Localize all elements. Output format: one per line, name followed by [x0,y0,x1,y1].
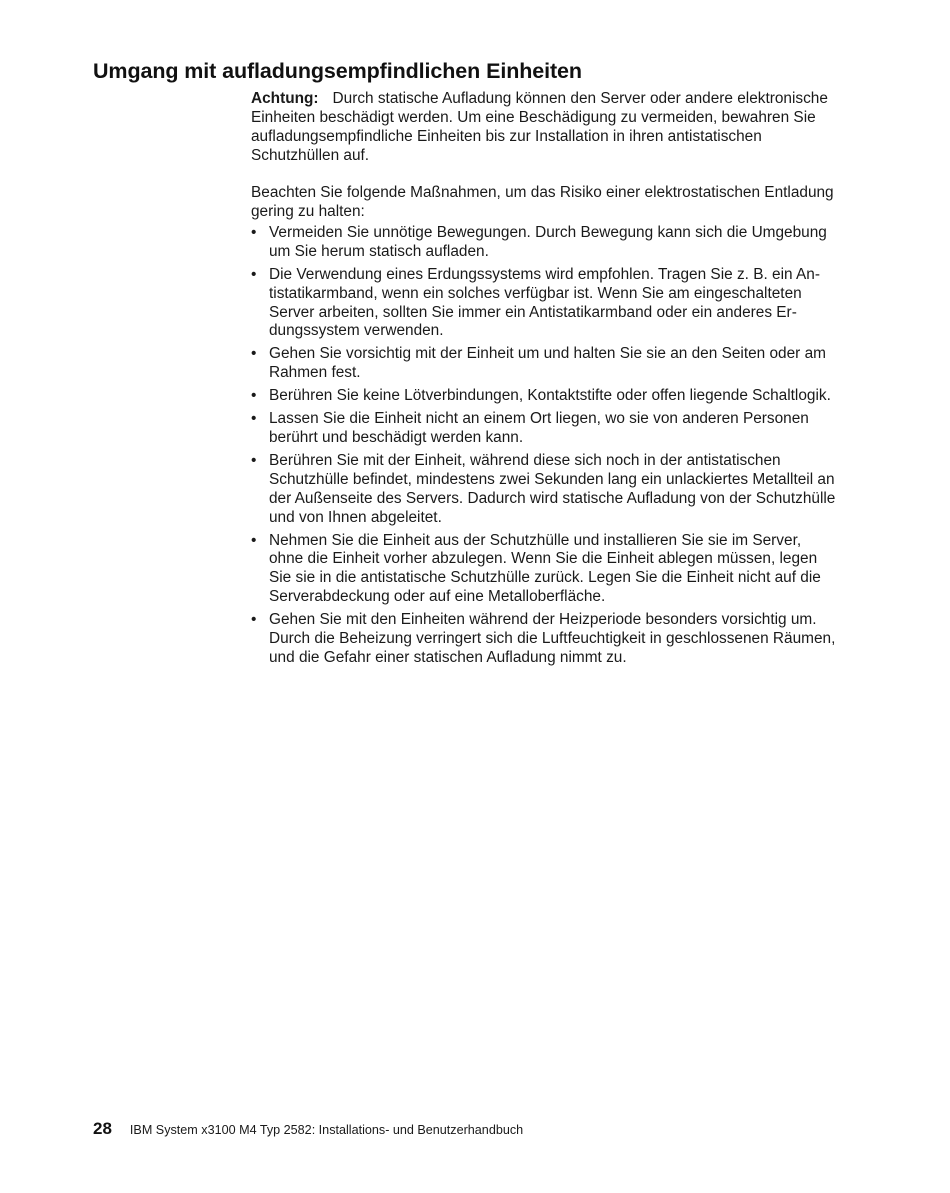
document-title: IBM System x3100 M4 Typ 2582: Installations- und Benutzerhandbuch [129,1123,524,1137]
bullet-icon: • [251,410,257,428]
intro-paragraph: Beachten Sie folgende Maßnahmen, um das Risiko einer elektrostatischen Entladung gering zu halten: [251,184,834,221]
page-footer [93,1119,523,1139]
list-item [251,266,839,342]
bullet-icon: • [251,345,257,363]
list-item [251,611,839,668]
list-item-text: Gehen Sie vorsichtig mit der Einheit um und halten Sie sie an den Seiten oder am Rahmen fest. [269,345,826,382]
list-item [251,532,839,608]
list-item [251,345,839,383]
page-number: 28 [93,1119,112,1138]
list-item [251,387,839,406]
bullet-icon: • [251,223,257,241]
list-item-text: Berühren Sie mit der Einheit, während diese sich noch in der antistatischen Schutzhülle befindet, mindestens zwei Sekunden lang ein unlackiertes Metallteil an der Außenseite des Servers. Dadurch wird statische Aufladung von der Schutzhülle und von Ihnen abgeleitet. [269,451,836,526]
list-item-text: Die Verwendung eines Erdungssystems wird empfohlen. Tragen Sie z. B. ein Antistatikarmband, wenn ein solches verfügbar ist. Wenn Sie am eingeschalteten Server arbeiten, sollten Sie immer ein Antistatikarmband oder ein anderes Erdungssystem verwenden. [269,265,820,340]
list-item-text: Nehmen Sie die Einheit aus der Schutzhülle und installieren Sie sie im Server, ohne die Einheit vorher abzulegen. Wenn Sie die Einheit ablegen müssen, legen Sie sie in die antistatische Schutzhülle zurück. Legen Sie die Einheit nicht auf die Serverabdeckung oder auf eine Metalloberfläche. [269,531,821,606]
list-item-text: Berühren Sie keine Lötverbindungen, Kontaktstifte oder offen liegende Schaltlogik. [269,387,831,405]
attention-paragraph [251,90,839,166]
list-item-text: Gehen Sie mit den Einheiten während der Heizperiode besonders vorsichtig um. Durch die Beheizung verringert sich die Luftfeuchtigkeit in geschlossenen Räumen, und die Gefahr einer statischen Aufladung nimmt zu. [269,611,836,666]
precaution-list [251,224,839,668]
attention-label: Achtung: [251,90,319,107]
list-item [251,452,839,528]
bullet-icon: • [251,531,257,549]
content-body [251,90,839,668]
page-title: Umgang mit aufladungsempfindlichen Einheiten [93,59,582,83]
list-item-text: Lassen Sie die Einheit nicht an einem Ort liegen, wo sie von anderen Personen berührt und beschädigt werden kann. [269,410,809,446]
bullet-icon: • [251,387,257,405]
list-item [251,410,839,448]
list-item-text: Vermeiden Sie unnötige Bewegungen. Durch Bewegung kann sich die Umgebung um Sie herum statisch aufladen. [269,223,827,260]
attention-text: Durch statische Aufladung können den Server oder andere elektronische Einheiten beschädigt werden. Um eine Beschädigung zu vermeiden, bewahren Sie aufladungsempfindliche Einheiten bis zur Installation in ihren antistatischen Schutzhüllen auf. [251,90,828,164]
list-item [251,224,839,262]
bullet-icon: • [251,265,257,283]
bullet-icon: • [251,611,257,629]
bullet-icon: • [251,451,257,469]
